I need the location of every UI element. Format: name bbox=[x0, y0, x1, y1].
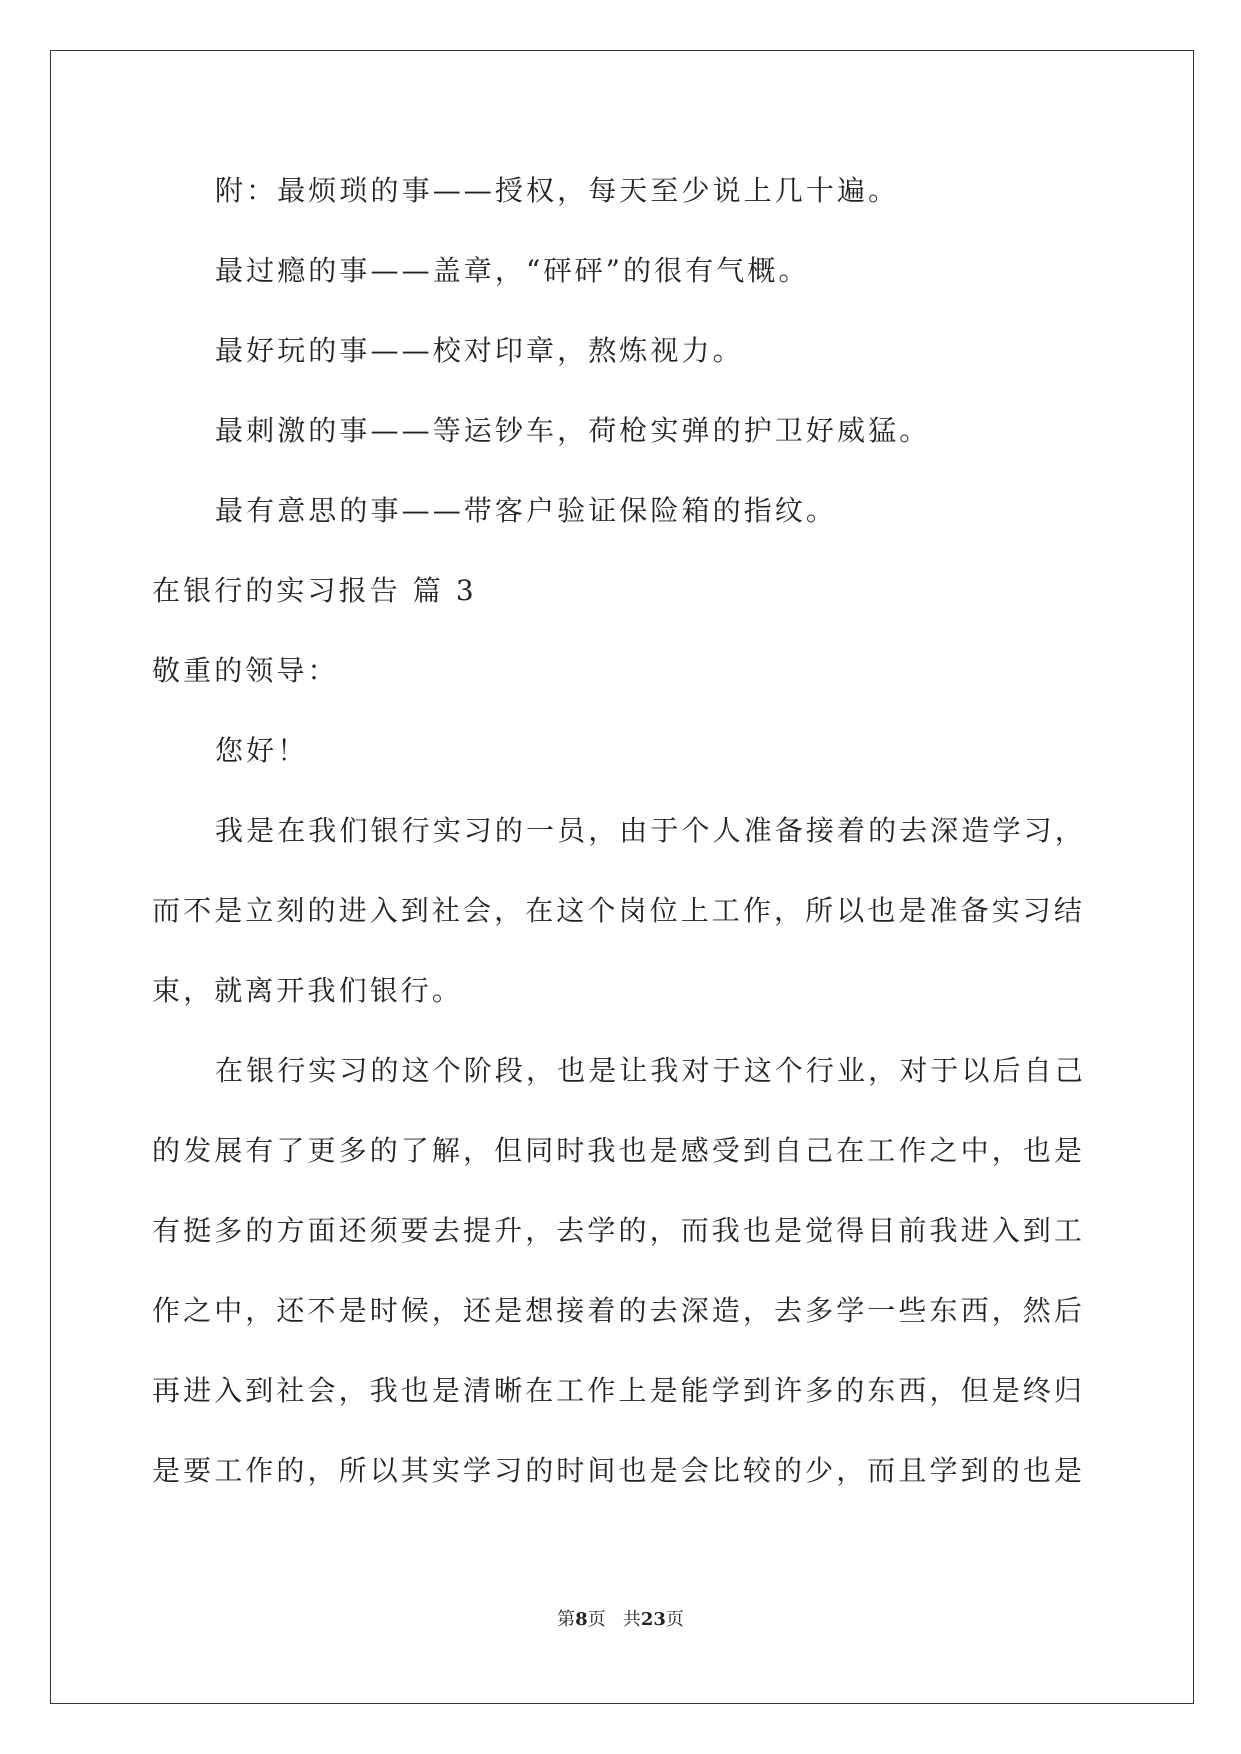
total-prefix: 共 bbox=[622, 1609, 641, 1630]
appendix-line-2: 最过瘾的事——盖章，“砰砰”的很有气概。 bbox=[215, 254, 810, 287]
section-heading: 在银行的实习报告 篇 3 bbox=[152, 574, 477, 607]
paragraph-2-line-2: 的发展有了更多的了解，但同时我也是感受到自己在工作之中，也是 bbox=[152, 1134, 1086, 1167]
salutation: 敬重的领导： bbox=[152, 654, 339, 687]
paragraph-2-line-6: 是要工作的，所以其实学习的时间也是会比较的少，而且学到的也是 bbox=[152, 1454, 1086, 1487]
appendix-line-5: 最有意思的事——带客户验证保险箱的指纹。 bbox=[215, 494, 838, 527]
paragraph-2-line-4: 作之中，还不是时候，还是想接着的去深造，去多学一些东西，然后 bbox=[152, 1294, 1086, 1327]
paragraph-1-line-3: 束，就离开我们银行。 bbox=[152, 974, 464, 1007]
paragraph-2-line-1: 在银行实习的这个阶段，也是让我对于这个行业，对于以后自己 bbox=[215, 1054, 1086, 1087]
paragraph-1-line-2: 而不是立刻的进入到社会，在这个岗位上工作，所以也是准备实习结 bbox=[152, 894, 1086, 927]
appendix-line-1: 附：最烦琐的事——授权，每天至少说上几十遍。 bbox=[215, 174, 900, 207]
paragraph-2-line-3: 有挺多的方面还须要去提升，去学的，而我也是觉得目前我进入到工 bbox=[152, 1214, 1086, 1247]
paragraph-2-line-5: 再进入到社会，我也是清晰在工作上是能学到许多的东西，但是终归 bbox=[152, 1374, 1086, 1407]
page-footer bbox=[0, 1608, 1241, 1632]
page-number: 8 bbox=[575, 1609, 588, 1630]
total-suffix: 页 bbox=[665, 1609, 684, 1630]
appendix-line-3: 最好玩的事——校对印章，熬炼视力。 bbox=[215, 334, 744, 367]
greeting: 您好！ bbox=[215, 734, 309, 767]
total-pages: 23 bbox=[640, 1609, 666, 1630]
appendix-line-4: 最刺激的事——等运钞车，荷枪实弹的护卫好威猛。 bbox=[215, 414, 931, 447]
paragraph-1-line-1: 我是在我们银行实习的一员，由于个人准备接着的去深造学习， bbox=[215, 814, 1086, 847]
page-suffix: 页 bbox=[587, 1609, 606, 1630]
page-prefix: 第 bbox=[557, 1609, 576, 1630]
